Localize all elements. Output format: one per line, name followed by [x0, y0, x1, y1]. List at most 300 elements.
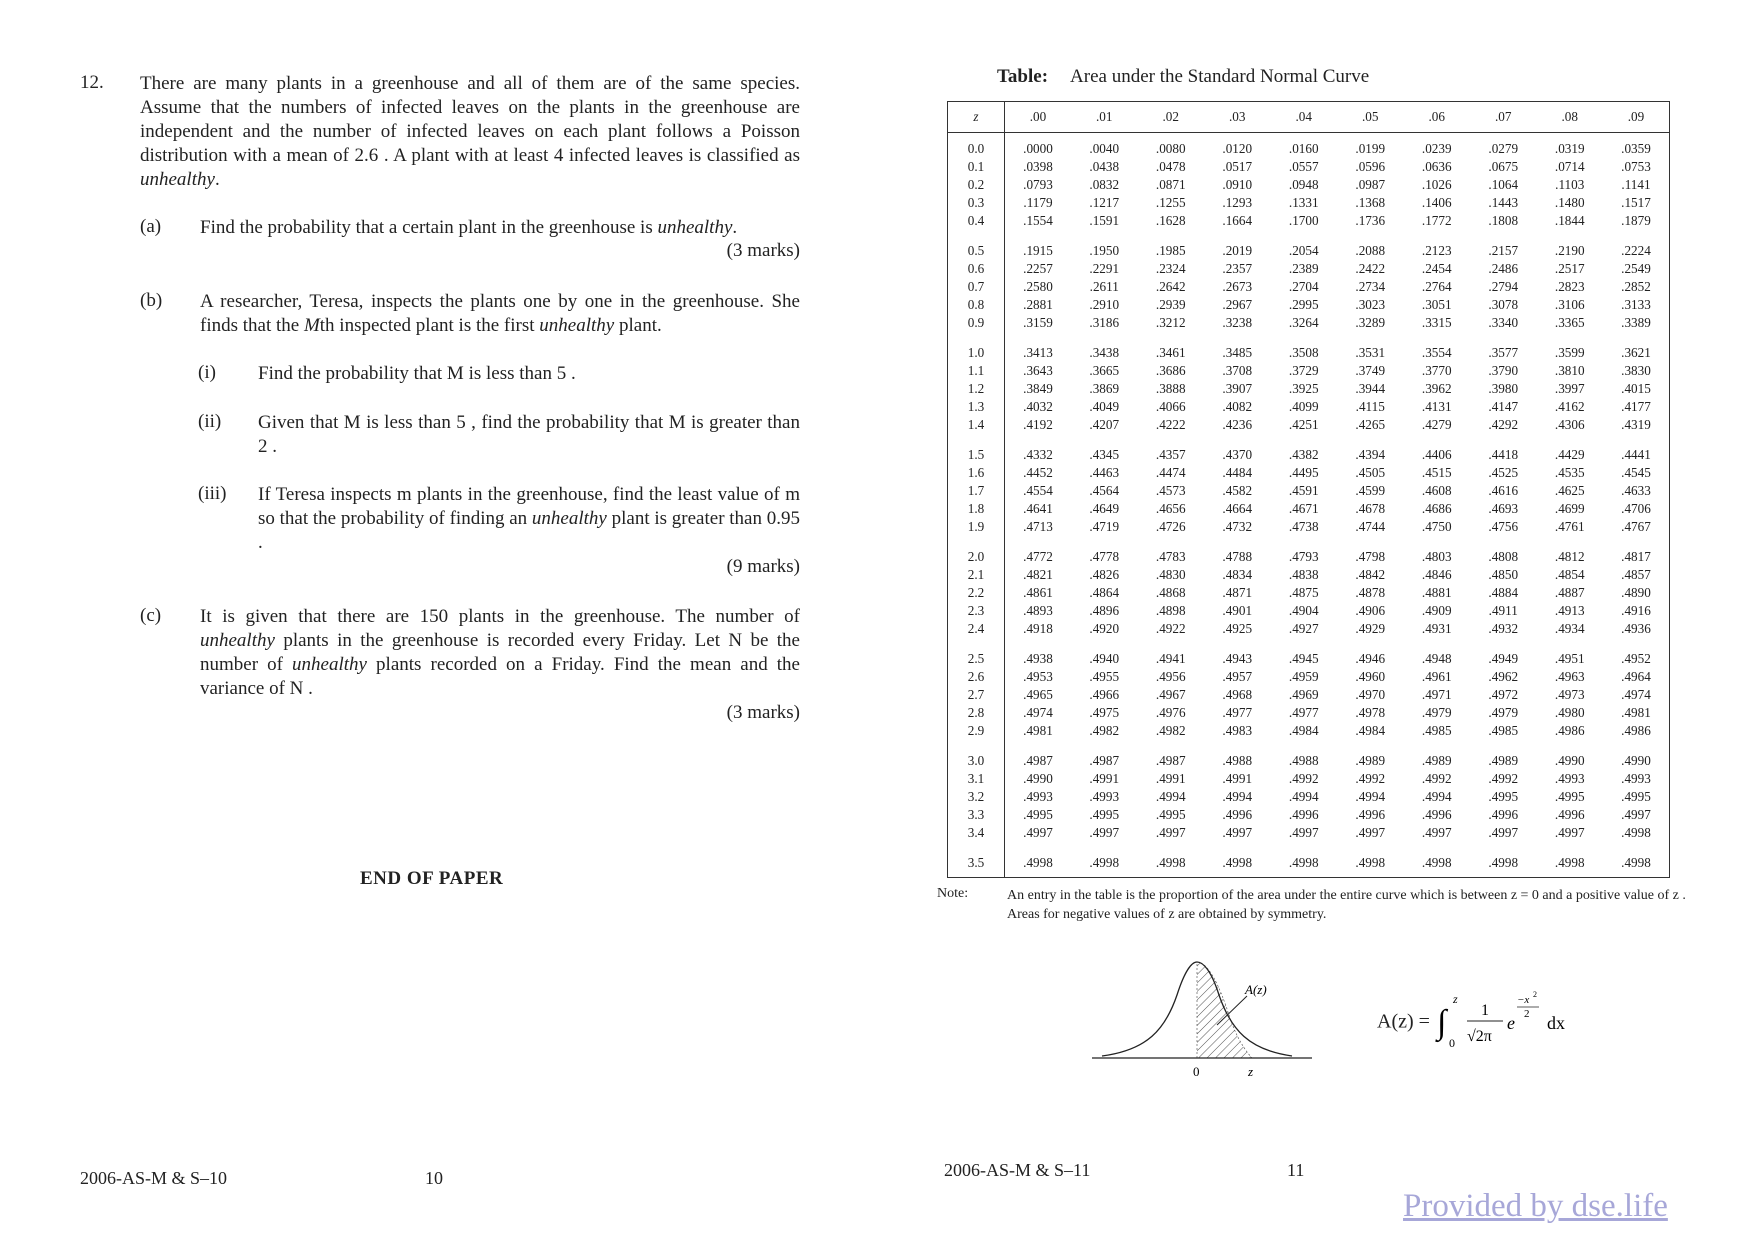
table-cell: .0753	[1621, 159, 1651, 174]
table-cell: .4993	[1621, 771, 1651, 786]
table-cell: .4984	[1355, 723, 1386, 738]
table-cell: .3810	[1554, 363, 1585, 378]
table-cell: .4842	[1355, 567, 1386, 582]
table-cell: .4474	[1155, 465, 1186, 480]
part-c-text: It is given that there are 150 plants in the greenhouse. The number of unhealthy plants in the greenhouse is recorded every Friday. Let N be the number of unhealthy plants recorded on a Friday. Find the mean and the variance of N .	[200, 606, 800, 699]
z-value: 1.7	[948, 482, 1005, 500]
table-cell: .4525	[1488, 465, 1519, 480]
note-text: An entry in the table is the proportion of the area under the entire curve which is between z = 0 and a positive value of z . Areas for negative values of z are obtained by symmetry.	[1007, 888, 1686, 922]
table-header-row	[948, 102, 1670, 133]
footer-code-right: 2006-AS-M & S–11	[944, 1160, 1091, 1180]
table-cell: .4788	[1222, 549, 1253, 564]
z-value: 3.0	[948, 745, 1005, 770]
table-cell: .4406	[1421, 447, 1452, 462]
table-cell: .4857	[1621, 567, 1651, 582]
table-cell: .3686	[1155, 363, 1186, 378]
table-cell: .4992	[1488, 771, 1519, 786]
table-cell: .4306	[1554, 417, 1585, 432]
table-cell: .0080	[1155, 141, 1186, 156]
watermark-link[interactable]: Provided by dse.life	[1403, 1188, 1668, 1224]
table-cell: .4986	[1554, 723, 1585, 738]
z-value: 0.7	[948, 278, 1005, 296]
table-cell: .2123	[1421, 243, 1452, 258]
z-value: 0.3	[948, 194, 1005, 212]
table-row	[948, 439, 1670, 464]
table-cell: .4319	[1621, 417, 1651, 432]
table-cell: .4817	[1621, 549, 1651, 564]
table-cell: .4719	[1089, 519, 1120, 534]
table-cell: .4875	[1288, 585, 1319, 600]
table-cell: .0910	[1222, 177, 1253, 192]
table-cell: .3962	[1421, 381, 1452, 396]
z-value: 0.8	[948, 296, 1005, 314]
table-cell: .4982	[1089, 723, 1120, 738]
table-cell: .4834	[1222, 567, 1253, 582]
svg-text:∫: ∫	[1436, 1004, 1447, 1041]
table-cell: .4591	[1288, 483, 1319, 498]
table-cell: .4756	[1488, 519, 1519, 534]
table-cell: .4998	[1355, 855, 1386, 870]
table-cell: .1985	[1155, 243, 1186, 258]
table-cell: .1517	[1621, 195, 1651, 210]
table-cell: .4974	[1621, 687, 1651, 702]
table-cell: .4997	[1023, 825, 1053, 840]
part-b-text: A researcher, Teresa, inspects the plants one by one in the greenhouse. She finds that the Mth inspected plant is the first unhealthy plant.	[200, 291, 800, 336]
table-cell: .1331	[1288, 195, 1319, 210]
table-cell: .4969	[1288, 687, 1319, 702]
table-cell: .4893	[1023, 603, 1053, 618]
table-cell: .4993	[1089, 789, 1120, 804]
table-cell: .3159	[1023, 315, 1053, 330]
table-cell: .4998	[1155, 855, 1186, 870]
table-cell: .4452	[1023, 465, 1053, 480]
table-cell: .4909	[1421, 603, 1452, 618]
table-cell: .1772	[1421, 213, 1452, 228]
table-cell: .0793	[1023, 177, 1053, 192]
table-cell: .4370	[1222, 447, 1253, 462]
z-value: 2.3	[948, 602, 1005, 620]
table-cell: .2019	[1222, 243, 1253, 258]
table-row	[948, 541, 1670, 566]
table-row	[948, 133, 1670, 159]
table-cell: .2734	[1355, 279, 1386, 294]
table-cell: .4732	[1222, 519, 1253, 534]
table-cell: .2157	[1488, 243, 1519, 258]
table-cell: .4066	[1155, 399, 1186, 414]
table-cell: .4505	[1355, 465, 1386, 480]
z-value: 2.4	[948, 620, 1005, 643]
table-cell: .4997	[1621, 807, 1651, 822]
question-number: 12.	[80, 72, 104, 93]
table-cell: .3438	[1089, 345, 1120, 360]
table-cell: .4884	[1488, 585, 1519, 600]
z-value: 1.3	[948, 398, 1005, 416]
table-cell: .3980	[1488, 381, 1519, 396]
table-cell: .4989	[1355, 753, 1386, 768]
table-cell: .4881	[1421, 585, 1452, 600]
table-cell: .4463	[1089, 465, 1120, 480]
table-cell: .4963	[1554, 669, 1585, 684]
table-cell: .4953	[1023, 669, 1053, 684]
table-cell: .4957	[1222, 669, 1253, 684]
table-cell: .4945	[1288, 651, 1319, 666]
table-cell: .2764	[1421, 279, 1452, 294]
table-cell: .4948	[1421, 651, 1452, 666]
table-cell: .1554	[1023, 213, 1053, 228]
table-cell: .4990	[1554, 753, 1585, 768]
table-cell: .4998	[1288, 855, 1319, 870]
col-header: .06	[1404, 102, 1471, 133]
integral-expression	[1435, 985, 1585, 1055]
table-row	[948, 464, 1670, 482]
table-cell: .2642	[1155, 279, 1186, 294]
table-cell: .0675	[1488, 159, 1519, 174]
table-cell: .0120	[1222, 141, 1253, 156]
z-value: 3.2	[948, 788, 1005, 806]
table-row	[948, 235, 1670, 260]
table-cell: .3577	[1488, 345, 1519, 360]
table-cell: .4582	[1222, 483, 1253, 498]
table-cell: .4998	[1421, 855, 1452, 870]
table-cell: .4972	[1488, 687, 1519, 702]
table-cell: .0040	[1089, 141, 1120, 156]
table-cell: .4798	[1355, 549, 1386, 564]
table-cell: .4956	[1155, 669, 1186, 684]
table-cell: .4778	[1089, 549, 1120, 564]
z-value: 1.4	[948, 416, 1005, 439]
z-value: 0.0	[948, 133, 1005, 159]
table-row	[948, 380, 1670, 398]
table-cell: .4911	[1488, 603, 1518, 618]
table-cell: .4989	[1421, 753, 1452, 768]
z-value: 2.7	[948, 686, 1005, 704]
table-cell: .4959	[1288, 669, 1319, 684]
z-value: 3.5	[948, 847, 1005, 878]
table-cell: .2389	[1288, 261, 1319, 276]
curve-label-A: A(z)	[1245, 982, 1267, 997]
table-cell: .2517	[1554, 261, 1585, 276]
table-cell: .4985	[1488, 723, 1519, 738]
table-cell: .4429	[1554, 447, 1585, 462]
table-cell: .4830	[1155, 567, 1186, 582]
table-cell: .4115	[1355, 399, 1385, 414]
footer-code: 2006-AS-M & S–10	[80, 1168, 228, 1188]
table-cell: .4998	[1222, 855, 1253, 870]
part-b-marks: (9 marks)	[726, 556, 800, 577]
table-cell: .4977	[1288, 705, 1319, 720]
z-value: 1.5	[948, 439, 1005, 464]
table-cell: .4989	[1488, 753, 1519, 768]
table-cell: .4726	[1155, 519, 1186, 534]
table-row	[948, 482, 1670, 500]
table-cell: .4554	[1023, 483, 1053, 498]
table-cell: .3888	[1155, 381, 1186, 396]
table-cell: .3413	[1023, 345, 1053, 360]
table-row	[948, 722, 1670, 745]
z-value: 1.9	[948, 518, 1005, 541]
table-cell: .2881	[1023, 297, 1053, 312]
z-value: 1.8	[948, 500, 1005, 518]
table-cell: .4940	[1089, 651, 1120, 666]
table-cell: .1664	[1222, 213, 1253, 228]
table-cell: .4871	[1222, 585, 1253, 600]
table-row	[948, 620, 1670, 643]
table-cell: .1844	[1554, 213, 1585, 228]
table-cell: .2291	[1089, 261, 1120, 276]
table-cell: .0832	[1089, 177, 1120, 192]
table-cell: .1808	[1488, 213, 1519, 228]
table-cell: .4927	[1288, 621, 1319, 636]
col-header: .09	[1603, 102, 1670, 133]
table-cell: .4177	[1621, 399, 1651, 414]
table-cell: .4974	[1023, 705, 1053, 720]
table-cell: .4990	[1621, 753, 1651, 768]
col-header: .01	[1071, 102, 1138, 133]
table-cell: .4713	[1023, 519, 1053, 534]
table-cell: .4656	[1155, 501, 1186, 516]
table-cell: .4995	[1023, 807, 1053, 822]
table-cell: .0160	[1288, 141, 1319, 156]
table-cell: .4970	[1355, 687, 1386, 702]
table-cell: .4904	[1288, 603, 1319, 618]
table-row	[948, 566, 1670, 584]
table-cell: .4345	[1089, 447, 1120, 462]
z-value: 0.1	[948, 158, 1005, 176]
table-cell: .1026	[1421, 177, 1452, 192]
table-cell: .4993	[1554, 771, 1585, 786]
question-stem: There are many plants in a greenhouse and all of them are of the same species. Assume that the numbers of infected leaves on the plants in the greenhouse are independent and the number of infected leaves on each plant follows a Poisson distribution with a mean of 2.6 . A plant with at least 4 infected leaves is classified as unhealthy.	[140, 73, 800, 190]
table-cell: .2422	[1355, 261, 1386, 276]
curve-label-z: z	[1248, 1064, 1254, 1079]
table-cell: .3485	[1222, 345, 1253, 360]
table-cell: .1368	[1355, 195, 1386, 210]
table-cell: .4997	[1554, 825, 1585, 840]
table-cell: .0199	[1355, 141, 1386, 156]
table-cell: .4996	[1488, 807, 1519, 822]
table-row	[948, 362, 1670, 380]
table-cell: .1179	[1023, 195, 1053, 210]
table-cell: .1736	[1355, 213, 1386, 228]
table-cell: .1879	[1621, 213, 1651, 228]
table-cell: .4826	[1089, 567, 1120, 582]
svg-text:√2π: √2π	[1466, 1028, 1492, 1045]
part-biii-text: If Teresa inspects m plants in the greenhouse, find the least value of m so that the probability of finding an unhealthy plant is greater than 0.95 .	[258, 484, 800, 553]
table-cell: .1915	[1023, 243, 1053, 258]
table-cell: .4920	[1089, 621, 1120, 636]
table-cell: .4980	[1554, 705, 1585, 720]
table-cell: .3365	[1554, 315, 1585, 330]
table-cell: .4868	[1155, 585, 1186, 600]
note-label: Note:	[937, 886, 969, 901]
table-cell: .4192	[1023, 417, 1053, 432]
table-cell: .4995	[1155, 807, 1186, 822]
table-row	[948, 194, 1670, 212]
table-row	[948, 824, 1670, 847]
table-cell: .4625	[1554, 483, 1585, 498]
table-cell: .4998	[1488, 855, 1519, 870]
table-cell: .4906	[1355, 603, 1386, 618]
table-cell: .3907	[1222, 381, 1253, 396]
z-value: 3.4	[948, 824, 1005, 847]
table-cell: .4960	[1355, 669, 1386, 684]
table-cell: .3869	[1089, 381, 1120, 396]
table-cell: .4996	[1554, 807, 1585, 822]
table-cell: .4878	[1355, 585, 1386, 600]
table-cell: .3238	[1222, 315, 1253, 330]
table-cell: .4996	[1421, 807, 1452, 822]
table-cell: .4279	[1421, 417, 1452, 432]
table-cell: .4861	[1023, 585, 1053, 600]
area-formula: A(z) = ∫ z 0 1 √2π e −x 2 2 dx	[1377, 985, 1585, 1061]
col-header: .08	[1537, 102, 1604, 133]
svg-text:e: e	[1506, 1013, 1515, 1033]
table-cell: .3849	[1023, 381, 1053, 396]
table-cell: .4850	[1488, 567, 1519, 582]
table-cell: .4949	[1488, 651, 1519, 666]
table-cell: .4750	[1421, 519, 1452, 534]
table-cell: .1293	[1222, 195, 1253, 210]
col-header: .00	[1005, 102, 1072, 133]
table-cell: .4994	[1355, 789, 1386, 804]
table-cell: .4382	[1288, 447, 1319, 462]
table-row	[948, 686, 1670, 704]
table-cell: .2549	[1621, 261, 1651, 276]
table-cell: .4987	[1089, 753, 1120, 768]
table-cell: .4994	[1222, 789, 1253, 804]
z-header: z	[948, 102, 1005, 133]
table-row	[948, 260, 1670, 278]
table-cell: .3212	[1155, 315, 1186, 330]
table-cell: .0398	[1023, 159, 1053, 174]
table-cell: .4988	[1288, 753, 1319, 768]
table-cell: .2967	[1222, 297, 1253, 312]
table-row	[948, 158, 1670, 176]
table-cell: .4979	[1421, 705, 1452, 720]
table-row	[948, 643, 1670, 668]
table-cell: .4515	[1421, 465, 1452, 480]
table-cell: .0636	[1421, 159, 1452, 174]
table-cell: .4916	[1621, 603, 1651, 618]
table-cell: .4678	[1355, 501, 1386, 516]
table-cell: .4357	[1155, 447, 1186, 462]
table-cell: .4968	[1222, 687, 1253, 702]
table-cell: .4913	[1554, 603, 1585, 618]
table-cell: .0319	[1554, 141, 1585, 156]
table-cell: .4991	[1222, 771, 1253, 786]
table-cell: .1591	[1089, 213, 1120, 228]
table-cell: .4994	[1421, 789, 1452, 804]
table-cell: .2257	[1023, 261, 1053, 276]
table-cell: .0438	[1089, 159, 1120, 174]
table-cell: .0478	[1155, 159, 1186, 174]
table-cell: .4990	[1023, 771, 1053, 786]
table-cell: .4938	[1023, 651, 1053, 666]
table-cell: .3599	[1554, 345, 1585, 360]
z-value: 3.1	[948, 770, 1005, 788]
table-row	[948, 314, 1670, 337]
table-cell: .4995	[1089, 807, 1120, 822]
z-value: 1.6	[948, 464, 1005, 482]
table-cell: .4998	[1621, 855, 1651, 870]
part-bii-text: Given that M is less than 5 , find the probability that M is greater than 2 .	[258, 412, 800, 457]
table-cell: .1950	[1089, 243, 1120, 258]
table-cell: .4998	[1089, 855, 1120, 870]
svg-text:0: 0	[1448, 1036, 1455, 1050]
table-cell: .2454	[1421, 261, 1452, 276]
table-cell: .0987	[1355, 177, 1386, 192]
end-of-paper: END OF PAPER	[360, 868, 504, 889]
table-cell: .4693	[1488, 501, 1519, 516]
table-cell: .4082	[1222, 399, 1253, 414]
table-cell: .2088	[1355, 243, 1386, 258]
table-cell: .3665	[1089, 363, 1120, 378]
table-cell: .1700	[1288, 213, 1319, 228]
table-cell: .3770	[1421, 363, 1452, 378]
table-cell: .4985	[1421, 723, 1452, 738]
table-cell: .3315	[1421, 315, 1452, 330]
table-cell: .1255	[1155, 195, 1186, 210]
table-cell: .2823	[1554, 279, 1585, 294]
table-cell: .2054	[1288, 243, 1319, 258]
table-cell: .4744	[1355, 519, 1386, 534]
table-row	[948, 212, 1670, 235]
table-cell: .2486	[1488, 261, 1519, 276]
table-cell: .4997	[1089, 825, 1120, 840]
table-cell: .4964	[1621, 669, 1651, 684]
table-cell: .4988	[1222, 753, 1253, 768]
svg-text:−x: −x	[1516, 994, 1530, 1006]
table-row	[948, 806, 1670, 824]
part-c-marks: (3 marks)	[726, 702, 800, 723]
table-cell: .4671	[1288, 501, 1319, 516]
table-cell: .3023	[1355, 297, 1386, 312]
table-cell: .4978	[1355, 705, 1386, 720]
table-cell: .4992	[1421, 771, 1452, 786]
table-cell: .2939	[1155, 297, 1186, 312]
table-cell: .3531	[1355, 345, 1386, 360]
table-cell: .4898	[1155, 603, 1186, 618]
table-cell: .0239	[1421, 141, 1452, 156]
part-bi-text: Find the probability that M is less than 5 .	[258, 363, 576, 384]
svg-text:2: 2	[1532, 990, 1537, 999]
z-value: 1.2	[948, 380, 1005, 398]
table-cell: .0279	[1488, 141, 1519, 156]
z-value: 2.1	[948, 566, 1005, 584]
table-cell: .4573	[1155, 483, 1186, 498]
table-cell: .4887	[1554, 585, 1585, 600]
table-cell: .3643	[1023, 363, 1053, 378]
table-cell: .4997	[1288, 825, 1319, 840]
table-cell: .4943	[1222, 651, 1253, 666]
table-cell: .2357	[1222, 261, 1253, 276]
table-body	[948, 133, 1670, 878]
table-cell: .4664	[1222, 501, 1253, 516]
table-cell: .4976	[1155, 705, 1186, 720]
table-cell: .0359	[1621, 141, 1651, 156]
table-title: Table: Area under the Standard Normal Curve	[997, 66, 1370, 87]
table-cell: .4925	[1222, 621, 1253, 636]
table-cell: .4966	[1089, 687, 1120, 702]
table-cell: .4991	[1155, 771, 1186, 786]
z-value: 2.9	[948, 722, 1005, 745]
table-cell: .4901	[1222, 603, 1253, 618]
table-cell: .0000	[1023, 141, 1053, 156]
table-cell: .4996	[1288, 807, 1319, 822]
table-cell: .4934	[1554, 621, 1585, 636]
table-cell: .3729	[1288, 363, 1319, 378]
table-cell: .1628	[1155, 213, 1186, 228]
z-value: 0.2	[948, 176, 1005, 194]
